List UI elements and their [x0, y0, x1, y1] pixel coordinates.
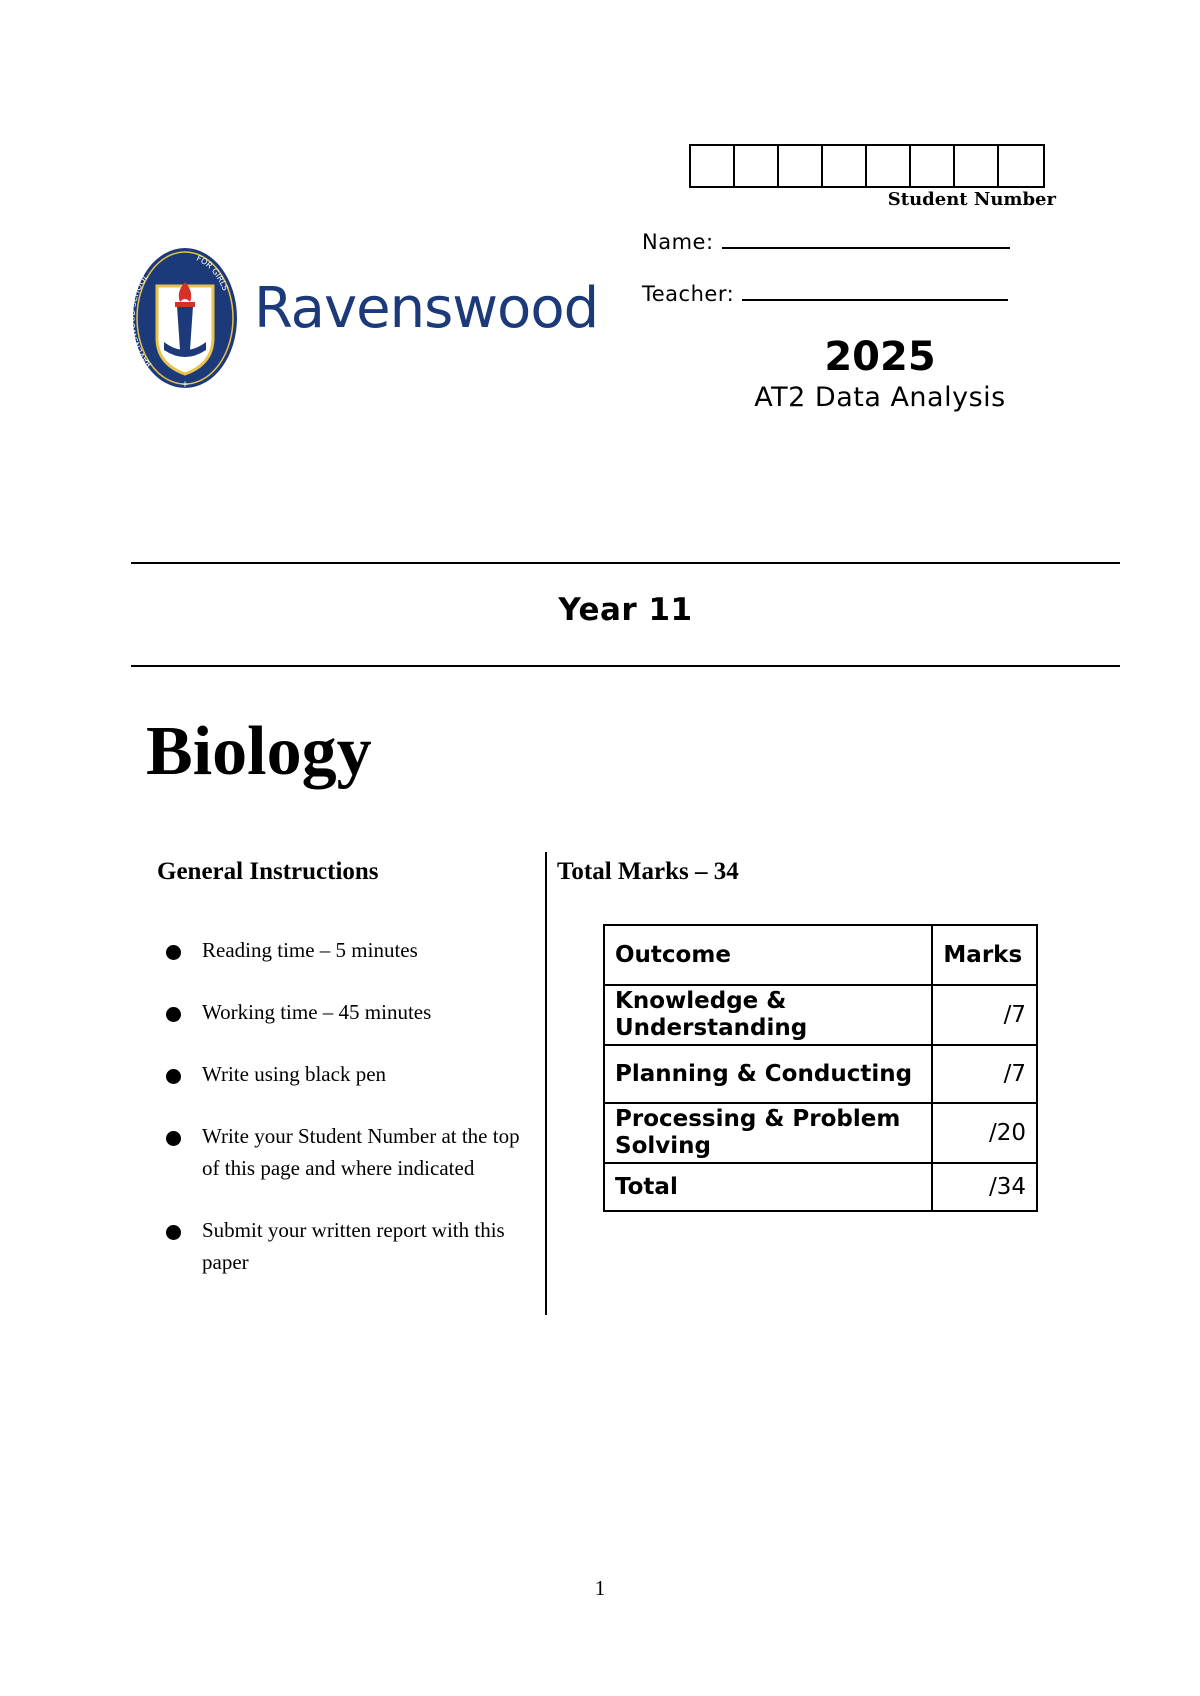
table-row — [604, 985, 1037, 1045]
student-number-box[interactable] — [735, 146, 779, 186]
bullet-icon — [166, 1131, 181, 1146]
column-divider — [545, 852, 547, 1315]
bullet-icon — [166, 1069, 181, 1084]
instruction-item — [160, 1120, 540, 1184]
student-number-box[interactable] — [691, 146, 735, 186]
student-number-box[interactable] — [823, 146, 867, 186]
student-number-label: Student Number — [887, 189, 1056, 210]
marks-table — [603, 924, 1038, 1212]
name-write-line[interactable] — [722, 229, 1010, 249]
divider-line-bottom — [131, 665, 1120, 667]
name-label: Name: — [642, 230, 714, 254]
seal-text-left: RAVENS CHOOL — [130, 272, 154, 369]
instruction-item — [160, 1214, 540, 1278]
school-crest-icon — [130, 246, 240, 396]
outcome-cell: Planning & Conducting — [604, 1045, 932, 1103]
teacher-label: Teacher: — [642, 282, 735, 306]
subject-title: Biology — [146, 713, 372, 790]
instructions-list — [160, 934, 540, 1278]
svg-text:+: + — [181, 380, 189, 390]
header-outcome: Outcome — [604, 925, 932, 985]
table-total-row — [604, 1163, 1037, 1211]
student-number-box[interactable] — [955, 146, 999, 186]
student-number-boxes — [689, 144, 1045, 188]
marks-cell: /7 — [932, 1045, 1037, 1103]
page-number: 1 — [594, 1576, 606, 1600]
student-number-box[interactable] — [867, 146, 911, 186]
instruction-item — [160, 934, 540, 966]
marks-cell: /20 — [932, 1103, 1037, 1163]
instruction-item — [160, 996, 540, 1028]
instruction-text: Working time – 45 minutes — [202, 1000, 432, 1024]
outcome-cell: Knowledge & Understanding — [604, 985, 932, 1045]
total-marks-heading: Total Marks – 34 — [557, 858, 739, 885]
name-field — [642, 229, 1010, 254]
teacher-field — [642, 281, 1008, 306]
outcome-cell: Processing & Problem Solving — [604, 1103, 932, 1163]
marks-cell: /7 — [932, 985, 1037, 1045]
student-number-box[interactable] — [779, 146, 823, 186]
table-row — [604, 1045, 1037, 1103]
instruction-text: Submit your written report with this paper — [202, 1218, 505, 1274]
bullet-icon — [166, 945, 181, 960]
grade-title: Year 11 — [558, 592, 693, 628]
school-logo — [130, 246, 599, 396]
instruction-item — [160, 1058, 540, 1090]
student-number-box[interactable] — [999, 146, 1043, 186]
instruction-text: Write your Student Number at the top of this page and where indicated — [202, 1124, 520, 1180]
school-wordmark: Ravenswood — [254, 276, 599, 341]
bullet-icon — [166, 1007, 181, 1022]
teacher-write-line[interactable] — [742, 281, 1008, 301]
total-marks-cell: /34 — [932, 1163, 1037, 1211]
table-row — [604, 1103, 1037, 1163]
student-number-box[interactable] — [911, 146, 955, 186]
instruction-text: Reading time – 5 minutes — [202, 938, 418, 962]
divider-line-top — [131, 562, 1120, 564]
exam-year: 2025 — [824, 334, 936, 380]
table-header-row — [604, 925, 1037, 985]
assessment-title: AT2 Data Analysis — [754, 382, 1006, 413]
total-label-cell: Total — [604, 1163, 932, 1211]
seal-text-right: FOR GIRLS — [195, 253, 230, 292]
instructions-heading: General Instructions — [157, 858, 379, 885]
bullet-icon — [166, 1225, 181, 1240]
instruction-text: Write using black pen — [202, 1062, 387, 1086]
header-marks: Marks — [932, 925, 1037, 985]
